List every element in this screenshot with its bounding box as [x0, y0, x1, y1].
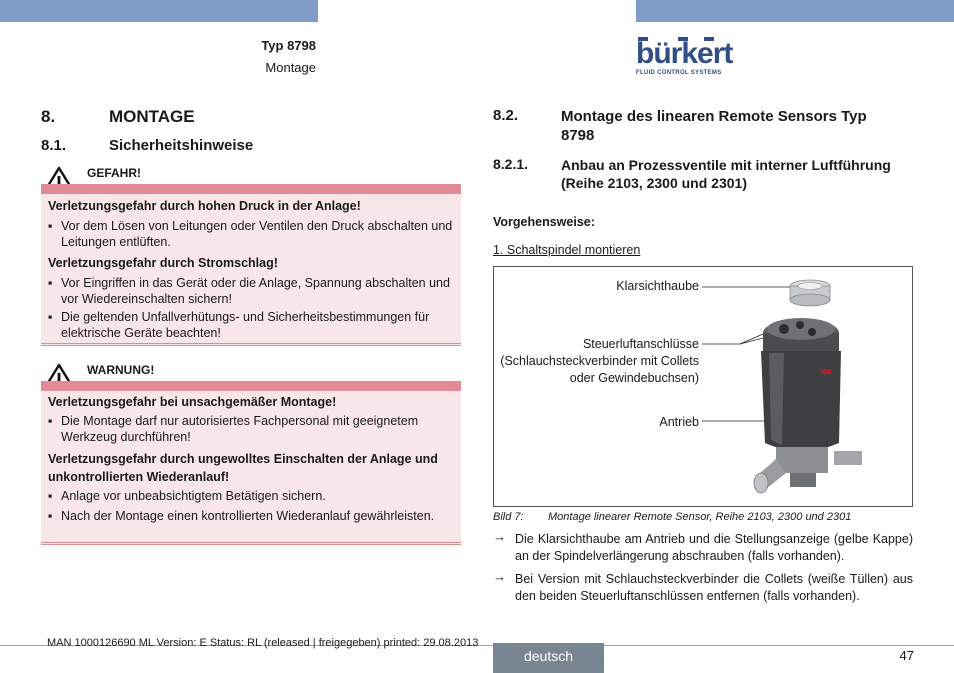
instruction-1: Die Klarsichthaube am Antrieb und die Stellungsanzeige (gelbe Kappe) an der Spindelverlängerung abschrauben (falls vorhanden).	[515, 532, 913, 563]
warning-bullet-3: Nach der Montage einen kontrollierten Wiederanlauf gewährleisten.	[61, 509, 435, 523]
danger-header	[41, 162, 461, 194]
subsection-title: Sicherheitshinweise	[109, 137, 254, 154]
danger-title-1: Verletzungsgefahr durch hohen Druck in der Anlage!	[48, 199, 361, 213]
danger-label: GEFAHR!	[87, 166, 141, 180]
arrow-icon: →	[493, 529, 506, 544]
subsection-number: 8.2.	[493, 107, 519, 124]
subsubsection-title: Anbau an Prozessventile mit interner Luftführung (Reihe 2103, 2300 und 2301)	[561, 157, 891, 191]
bullet-marker: ▪	[48, 310, 53, 324]
logo-subtitle: FLUID CONTROL SYSTEMS	[636, 70, 722, 76]
top-color-bar-right	[636, 0, 954, 22]
warning-bullet-1: Die Montage darf nur autorisiertes Fachpersonal mit geeignetem Werkzeug durchführen!	[61, 414, 419, 444]
danger-bar	[41, 184, 461, 194]
figure-box	[493, 266, 913, 507]
footer-language-tab: deutsch	[493, 643, 604, 673]
header-type: Typ 8798	[261, 38, 316, 53]
warning-box	[41, 391, 461, 545]
top-color-bar-left	[0, 0, 318, 22]
warning-header	[41, 359, 461, 391]
warning-title-2: Verletzungsgefahr durch ungewolltes Einschalten der Anlage und unkontrollierten Wiederanlauf!	[48, 452, 438, 484]
label-actuator: Antrieb	[659, 415, 699, 429]
section-title: MONTAGE	[109, 107, 195, 126]
danger-bullet-1: Vor dem Lösen von Leitungen oder Ventilen den Druck abschalten und Leitungen entlüften.	[61, 219, 453, 249]
procedure-label: Vorgehensweise:	[493, 215, 595, 229]
logo-wordmark: bürkert	[636, 37, 733, 70]
bullet-marker: ▪	[48, 489, 53, 503]
warning-title-1: Verletzungsgefahr bei unsachgemäßer Montage!	[48, 395, 337, 409]
label-clear-cap: Klarsichthaube	[616, 279, 699, 293]
figure-caption: Montage linearer Remote Sensor, Reihe 2103, 2300 und 2301	[548, 511, 852, 523]
danger-bullet-2: Vor Eingriffen in das Gerät oder die Anlage, Spannung abschalten und vor Wiedereinschalten sichern!	[61, 276, 450, 306]
subsection-number: 8.1.	[41, 137, 67, 154]
bullet-marker: ▪	[48, 414, 53, 428]
warning-label: WARNUNG!	[87, 363, 155, 377]
danger-box	[41, 194, 461, 346]
instruction-2: Bei Version mit Schlauchsteckverbinder die Collets (weiße Tüllen) aus den beiden Steuerluftanschlüssen entfernen (falls vorhanden).	[515, 572, 913, 603]
danger-title-2: Verletzungsgefahr durch Stromschlag!	[48, 256, 278, 270]
bullet-marker: ▪	[48, 219, 53, 233]
warning-bar	[41, 381, 461, 391]
remote-sensor-illustration	[494, 267, 912, 506]
subsection-title: Montage des linearen Remote Sensors Typ 8798	[561, 108, 867, 144]
section-number: 8.	[41, 107, 56, 126]
page-number: 47	[899, 648, 914, 663]
arrow-icon: →	[493, 569, 506, 584]
subsubsection-number: 8.2.1.	[493, 156, 529, 172]
bullet-marker: ▪	[48, 509, 53, 523]
footer-document-info: MAN 1000126690 ML Version: E Status: RL (released | freigegeben) printed: 29.08.2013	[47, 637, 479, 649]
label-control-air-ports: Steuerluftanschlüsse (Schlauchsteckverbinder mit Collets oder Gewindebuchsen)	[500, 337, 699, 385]
bullet-marker: ▪	[48, 276, 53, 290]
figure-caption-number: Bild 7:	[493, 511, 524, 523]
burkert-logo	[634, 37, 734, 79]
step-title: 1. Schaltspindel montieren	[493, 243, 641, 257]
danger-bullet-3: Die geltenden Unfallverhütungs- und Sicherheitsbestimmungen für elektrische Geräte beachten!	[61, 310, 430, 340]
header-section: Montage	[265, 60, 316, 75]
warning-bullet-2: Anlage vor unbeabsichtigtem Betätigen sichern.	[61, 489, 326, 503]
